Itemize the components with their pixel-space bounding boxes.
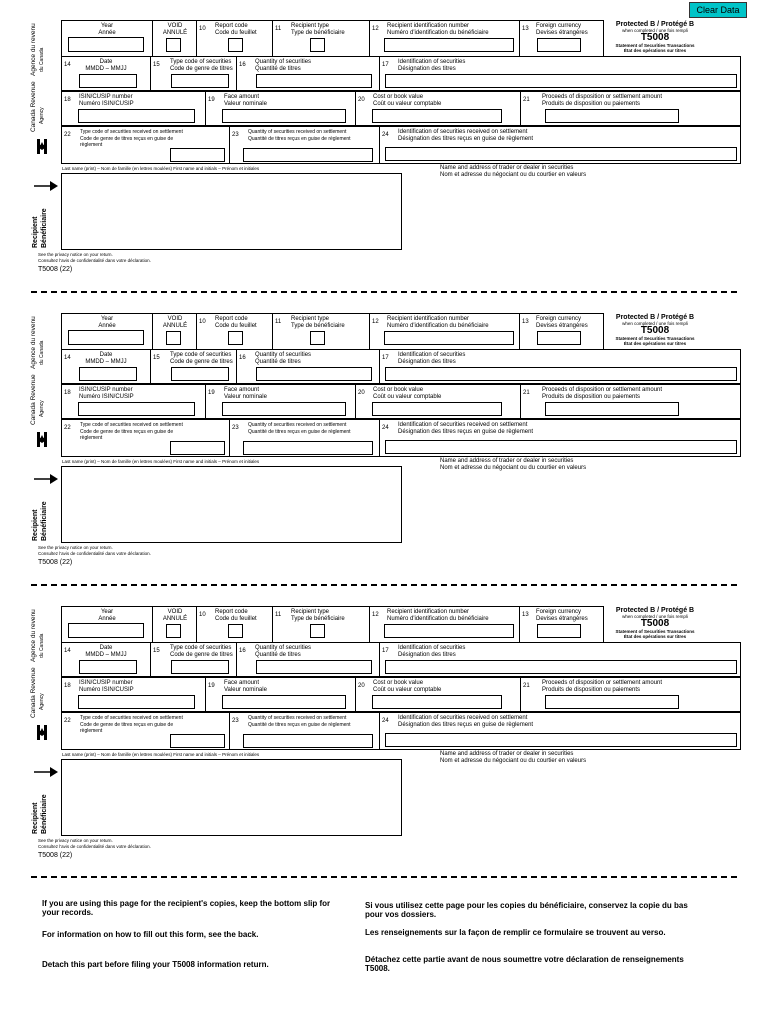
isin-field[interactable] xyxy=(78,695,195,709)
isin-field[interactable] xyxy=(78,402,195,416)
date-field[interactable] xyxy=(79,660,137,674)
agency-label-en: Canada Revenue Agency xyxy=(30,667,45,718)
proceeds-cell: 21 Proceeds of disposition or settlement amount Produits de disposition ou paiements xyxy=(520,385,740,418)
canada-flag-icon xyxy=(37,725,47,740)
date-cell: 14 Date MMDD – MMJJ xyxy=(62,643,150,676)
slip-1 xyxy=(0,0,768,273)
slip-2 xyxy=(0,293,768,566)
trader-label: Name and address of trader or dealer in securities Nom et adresse du négociant ou du courtier en valeurs xyxy=(440,458,587,471)
clear-data-button[interactable]: Clear Data xyxy=(689,2,747,18)
recipient-id-field[interactable] xyxy=(384,331,514,345)
footer-en-detach: Detach this part before filing your T5008 information return. xyxy=(42,960,269,969)
settlement-type-cell: 22 Type code of securities received on settlement Code de genre de titres reçus en guise de règlement xyxy=(62,420,229,456)
type-code-field[interactable] xyxy=(171,367,229,381)
row-year-void-codes xyxy=(61,606,604,643)
recipient-type-cell: 11 Recipient type Type de bénéficiaire xyxy=(272,607,369,642)
settlement-quantity-cell: 23 Quantity of securities received on settlement Quantité de titres reçus en guise de règlement xyxy=(229,420,379,456)
row-isin-proceeds xyxy=(61,677,741,712)
recipient-name-address-field[interactable] xyxy=(61,466,402,543)
report-code-field[interactable] xyxy=(228,624,243,638)
report-code-cell: 10 Report code Code du feuillet xyxy=(196,607,272,642)
canada-flag-icon xyxy=(37,139,47,154)
date-cell: 14 Date MMDD – MMJJ xyxy=(62,57,150,90)
void-cell: VOID ANNULÉ xyxy=(152,607,196,642)
year-field[interactable] xyxy=(68,330,144,345)
row-isin-proceeds xyxy=(61,91,741,126)
name-label: Last name (print) – Nom de famille (en lettres moulées) First name and initials – Prénom et initiales xyxy=(62,752,260,757)
foreign-currency-field[interactable] xyxy=(537,331,581,345)
form-id: T5008 (22) xyxy=(38,852,73,859)
agency-label-fr: Agence du revenu du Canada xyxy=(30,609,45,662)
face-amount-cell: 19 Face amount Valeur nominale xyxy=(205,385,355,418)
row-date-quantity xyxy=(61,642,741,677)
void-checkbox[interactable] xyxy=(166,624,181,638)
arrow-right-icon xyxy=(34,766,58,778)
void-cell: VOID ANNULÉ xyxy=(152,314,196,349)
quantity-cell: 16 Quantity of securities Quantité de titres xyxy=(236,57,379,90)
identification-cell: 17 Identification of securities Désignation des titres xyxy=(379,350,740,383)
settlement-quantity-cell: 23 Quantity of securities received on settlement Quantité de titres reçus en guise de règlement xyxy=(229,127,379,163)
row-isin-proceeds xyxy=(61,384,741,419)
cost-field[interactable] xyxy=(372,695,502,709)
foreign-currency-cell: 13 Foreign currency Devises étrangères xyxy=(519,607,604,642)
settlement-identification-field[interactable] xyxy=(385,733,737,747)
isin-cell: 18 ISIN/CUSIP number Numéro ISIN/CUSIP xyxy=(62,92,205,125)
settlement-type-cell: 22 Type code of securities received on settlement Code de genre de titres reçus en guise de règlement xyxy=(62,713,229,749)
void-checkbox[interactable] xyxy=(166,38,181,52)
cost-field[interactable] xyxy=(372,402,502,416)
settlement-identification-cell: 24 Identification of securities received on settlement Désignation des titres reçus en guise de règlement xyxy=(379,420,740,456)
foreign-currency-cell: 13 Foreign currency Devises étrangères xyxy=(519,314,604,349)
recipient-id-cell: 12 Recipient identification number Numéro d'identification du bénéficiaire xyxy=(369,21,519,56)
recipient-id-field[interactable] xyxy=(384,38,514,52)
settlement-type-field[interactable] xyxy=(170,148,225,162)
report-code-cell: 10 Report code Code du feuillet xyxy=(196,314,272,349)
detach-line xyxy=(31,876,737,878)
detach-line xyxy=(31,584,737,586)
identification-field[interactable] xyxy=(385,660,737,674)
settlement-type-cell: 22 Type code of securities received on settlement Code de genre de titres reçus en guise de règlement xyxy=(62,127,229,163)
agency-label-fr: Agence du revenu du Canada xyxy=(30,316,45,369)
proceeds-field[interactable] xyxy=(545,109,679,123)
recipient-id-cell: 12 Recipient identification number Numéro d'identification du bénéficiaire xyxy=(369,607,519,642)
proceeds-cell: 21 Proceeds of disposition or settlement amount Produits de disposition ou paiements xyxy=(520,678,740,711)
row-year-void-codes xyxy=(61,313,604,350)
isin-cell: 18 ISIN/CUSIP number Numéro ISIN/CUSIP xyxy=(62,678,205,711)
recipient-name-address-field[interactable] xyxy=(61,759,402,836)
type-code-cell: 15 Type code of securities Code de genre de titres xyxy=(150,643,236,676)
name-label: Last name (print) – Nom de famille (en lettres moulées) First name and initials – Prénom et initiales xyxy=(62,459,260,464)
recipient-name-address-field[interactable] xyxy=(61,173,402,250)
settlement-type-field[interactable] xyxy=(170,734,225,748)
report-code-cell: 10 Report code Code du feuillet xyxy=(196,21,272,56)
form-header: Protected B / Protégé B when completed / une fois rempli T5008 Statement of Securities Transactions État des opérations sur titres xyxy=(615,314,695,346)
year-field[interactable] xyxy=(68,37,144,52)
proceeds-field[interactable] xyxy=(545,402,679,416)
detach-line xyxy=(31,291,737,293)
type-code-cell: 15 Type code of securities Code de genre de titres xyxy=(150,350,236,383)
proceeds-field[interactable] xyxy=(545,695,679,709)
identification-cell: 17 Identification of securities Désignation des titres xyxy=(379,643,740,676)
row-date-quantity xyxy=(61,56,741,91)
void-cell: VOID ANNULÉ xyxy=(152,21,196,56)
face-amount-cell: 19 Face amount Valeur nominale xyxy=(205,678,355,711)
quantity-cell: 16 Quantity of securities Quantité de titres xyxy=(236,643,379,676)
date-cell: 14 Date MMDD – MMJJ xyxy=(62,350,150,383)
face-amount-cell: 19 Face amount Valeur nominale xyxy=(205,92,355,125)
type-code-field[interactable] xyxy=(171,660,229,674)
isin-field[interactable] xyxy=(78,109,195,123)
quantity-field[interactable] xyxy=(256,367,372,381)
form-header: Protected B / Protégé B when completed / une fois rempli T5008 Statement of Securities Transactions État des opérations sur titres xyxy=(615,21,695,53)
quantity-field[interactable] xyxy=(256,660,372,674)
year-cell: Year Année xyxy=(62,607,152,642)
trader-label: Name and address of trader or dealer in securities Nom et adresse du négociant ou du courtier en valeurs xyxy=(440,751,587,764)
form-id: T5008 (22) xyxy=(38,559,73,566)
recipient-id-cell: 12 Recipient identification number Numéro d'identification du bénéficiaire xyxy=(369,314,519,349)
recipient-side-label: Recipient Bénéficiaire xyxy=(32,794,48,834)
foreign-currency-field[interactable] xyxy=(537,624,581,638)
recipient-type-field[interactable] xyxy=(310,38,325,52)
quantity-cell: 16 Quantity of securities Quantité de titres xyxy=(236,350,379,383)
void-checkbox[interactable] xyxy=(166,331,181,345)
cost-cell: 20 Cost or book value Coût ou valeur comptable xyxy=(355,678,520,711)
type-code-cell: 15 Type code of securities Code de genre de titres xyxy=(150,57,236,90)
isin-cell: 18 ISIN/CUSIP number Numéro ISIN/CUSIP xyxy=(62,385,205,418)
row-settlement xyxy=(61,126,741,164)
agency-label-en: Canada Revenue Agency xyxy=(30,81,45,132)
row-settlement xyxy=(61,419,741,457)
row-year-void-codes xyxy=(61,20,604,57)
arrow-right-icon xyxy=(34,473,58,485)
recipient-side-label: Recipient Bénéficiaire xyxy=(32,501,48,541)
report-code-field[interactable] xyxy=(228,331,243,345)
date-field[interactable] xyxy=(79,367,137,381)
foreign-currency-field[interactable] xyxy=(537,38,581,52)
quantity-field[interactable] xyxy=(256,74,372,88)
form-id: T5008 (22) xyxy=(38,266,73,273)
agency-label-fr: Agence du revenu du Canada xyxy=(30,23,45,76)
report-code-field[interactable] xyxy=(228,38,243,52)
settlement-quantity-field[interactable] xyxy=(243,734,373,748)
settlement-identification-cell: 24 Identification of securities received on settlement Désignation des titres reçus en guise de règlement xyxy=(379,127,740,163)
date-field[interactable] xyxy=(79,74,137,88)
face-amount-field[interactable] xyxy=(222,695,346,709)
canada-flag-icon xyxy=(37,432,47,447)
arrow-right-icon xyxy=(34,180,58,192)
name-label: Last name (print) – Nom de famille (en lettres moulées) First name and initials – Prénom et initiales xyxy=(62,166,260,171)
form-header: Protected B / Protégé B when completed / une fois rempli T5008 Statement of Securities Transactions État des opérations sur titres xyxy=(615,607,695,639)
trader-label: Name and address of trader or dealer in securities Nom et adresse du négociant ou du courtier en valeurs xyxy=(440,165,587,178)
cost-cell: 20 Cost or book value Coût ou valeur comptable xyxy=(355,385,520,418)
cost-field[interactable] xyxy=(372,109,502,123)
recipient-id-field[interactable] xyxy=(384,624,514,638)
proceeds-cell: 21 Proceeds of disposition or settlement amount Produits de disposition ou paiements xyxy=(520,92,740,125)
identification-cell: 17 Identification of securities Désignation des titres xyxy=(379,57,740,90)
settlement-identification-field[interactable] xyxy=(385,440,737,454)
footer-fr-keep: Si vous utilisez cette page pour les copies du bénéficiaire, conservez la copie du bas pour vos dossiers. xyxy=(365,901,688,919)
row-settlement xyxy=(61,712,741,750)
footer-fr-info: Les renseignements sur la façon de remplir ce formulaire se trouvent au verso. xyxy=(365,928,666,937)
settlement-type-field[interactable] xyxy=(170,441,225,455)
privacy-notice: See the privacy notice on your return. Consultez l'avis de confidentialité dans votre déclaration. xyxy=(38,545,151,556)
foreign-currency-cell: 13 Foreign currency Devises étrangères xyxy=(519,21,604,56)
settlement-identification-field[interactable] xyxy=(385,147,737,161)
recipient-type-field[interactable] xyxy=(310,624,325,638)
recipient-type-cell: 11 Recipient type Type de bénéficiaire xyxy=(272,314,369,349)
footer-en-keep: If you are using this page for the recipient's copies, keep the bottom slip for your records. xyxy=(42,899,331,917)
recipient-type-field[interactable] xyxy=(310,331,325,345)
footer-en-info: For information on how to fill out this form, see the back. xyxy=(42,930,259,939)
recipient-side-label: Recipient Bénéficiaire xyxy=(32,208,48,248)
year-cell: Year Année xyxy=(62,21,152,56)
slip-3 xyxy=(0,586,768,859)
settlement-quantity-field[interactable] xyxy=(243,441,373,455)
face-amount-field[interactable] xyxy=(222,402,346,416)
settlement-quantity-field[interactable] xyxy=(243,148,373,162)
type-code-field[interactable] xyxy=(171,74,229,88)
settlement-identification-cell: 24 Identification of securities received on settlement Désignation des titres reçus en guise de règlement xyxy=(379,713,740,749)
identification-field[interactable] xyxy=(385,367,737,381)
settlement-quantity-cell: 23 Quantity of securities received on settlement Quantité de titres reçus en guise de règlement xyxy=(229,713,379,749)
identification-field[interactable] xyxy=(385,74,737,88)
agency-label-en: Canada Revenue Agency xyxy=(30,374,45,425)
cost-cell: 20 Cost or book value Coût ou valeur comptable xyxy=(355,92,520,125)
year-field[interactable] xyxy=(68,623,144,638)
privacy-notice: See the privacy notice on your return. Consultez l'avis de confidentialité dans votre déclaration. xyxy=(38,252,151,263)
row-date-quantity xyxy=(61,349,741,384)
year-cell: Year Année xyxy=(62,314,152,349)
footer-fr-detach: Détachez cette partie avant de nous soumettre votre déclaration de renseignements T5008. xyxy=(365,955,684,973)
recipient-type-cell: 11 Recipient type Type de bénéficiaire xyxy=(272,21,369,56)
face-amount-field[interactable] xyxy=(222,109,346,123)
privacy-notice: See the privacy notice on your return. Consultez l'avis de confidentialité dans votre déclaration. xyxy=(38,838,151,849)
